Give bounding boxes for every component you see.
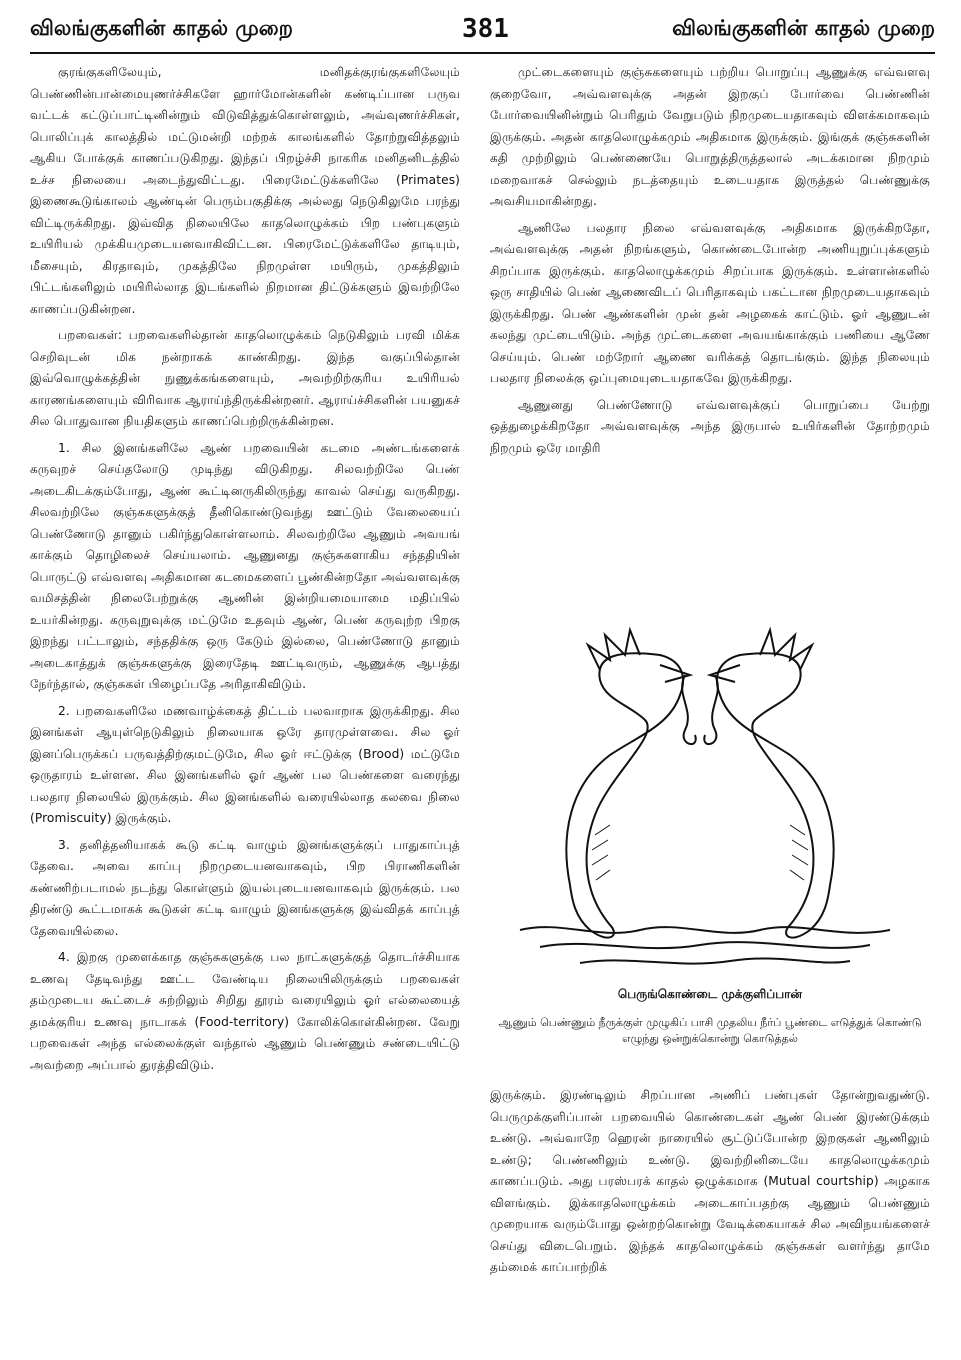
right-column-top — [490, 62, 930, 464]
paragraph: 3. தனித்தனியாகக் கூடு கட்டி வாழும் இனங்களுக்குப் பாதுகாப்புத் தேவை. அவை காப்பு நிறமுடையனவாகவும், பிற பிராணிகளின் கண்ணிற்படாமல் நடந்து கொள்ளும் இயல்புடையனவாகவும் இருக்கும். பல திரண்டு கூட்டமாகக் கூடுகள் கட்டி வாழும் இனங்களுக்கு இவ்விதக் காப்புத் தேவையில்லை. — [30, 837, 460, 938]
paragraph: 2. பறவைகளிலே மணவாழ்க்கைத் திட்டம் பலவாறாக இருக்கிறது. சில இனங்கள் ஆயுள்நெடுகிலும் நிலையாக ஒரே தாரமுள்ளவை. சில ஓர் இனப்பெருக்கப் பருவத்திற்குமட்டுமே, சில ஓர் ஈட்டுக்கு (Brood) மட்டுமே ஒருதாரம் உள்ளன. சில இனங்களில் ஓர் ஆண் பல பெண்களை வரைந்து பலதார நிலையில் இருக்கும். சில இனங்களில் வரையில்லாத கலவை நிலை (Promiscuity) இருக்கும். — [30, 703, 460, 825]
paragraph: முட்டைகளையும் குஞ்சுகளையும் பற்றிய பொறுப்பு ஆணுக்கு எவ்வளவு குறைவோ, அவ்வளவுக்கு அதன் இறகுப் போர்வை பெண்ணின் போர்வையினின்றும் பெரிதும் வேறுபடும் நிறமுடையதாகவும் விளக்கமாகவும் இருக்கும். அதன் காதலொழுக்கமும் அதிகமாக இருக்கும். இங்குக் குஞ்சுகளின் கதி முற்றிலும் பெண்ணையே பொறுத்திருத்தலால் அடக்கமான நிறமும் மறைவாகச் செல்லும் நடத்தையும் உடையதாக இருத்தல் பெண்ணுக்கு அவசியமாகின்றது. — [490, 65, 930, 208]
paragraph: ஆணிலே பலதார நிலை எவ்வளவுக்கு அதிகமாக இருக்கிறதோ, அவ்வளவுக்கு அதன் நிறங்களும், கொண்டைபோன்ற அணியுறுப்புக்களும் சிறப்பாக இருக்கும். காதலொழுக்கமும் சிறப்பாக இருக்கும். உள்ளான்களில் ஒரு சாதியில் பெண் ஆணைவிடப் பெரிதாகவும் பகட்டான நிறமுடையதாகவும் இருக்கிறது. பெண் ஆண்களின் முன் தன் அழகைக் காட்டும். ஓர் ஆணுடன் கலந்து முட்டையிடும். அந்த முட்டைகளை அவயங்காக்கும் பணியை ஆணே செய்யும். பெண் மற்றோர் ஆணை வரிக்கத் தொடங்கும். இந்த நிலையும் பலதார நிலைக்கு ஒப்புமையுடையதாகவே இருக்கிறது. — [490, 220, 930, 385]
left-grebe-beak — [660, 665, 690, 682]
page-header — [30, 16, 935, 50]
paragraph: பறவைகள்: பறவைகளில்தான் காதலொழுக்கம் நெடுகிலும் பரவி மிக்க செறிவுடன் மிக நன்றாகக் காண்கிறது. இந்த வகுப்பில்தான் இவ்வொழுக்கத்தின் நுணுக்கங்களையும், அவற்றிற்குரிய உயிரியல் காரணங்களையும் விரிவாக ஆராய்ந்திருக்கின்றனர். ஆராய்ச்சிகளின் பயனுகச் சில பொதுவான நியதிகளும் காணப்பெற்றிருக்கின்றன. — [30, 328, 460, 428]
paragraph: 1. சில இனங்களிலே ஆண் பறவையின் கடமை அண்டங்களைக் கருவுறச் செய்தலோடு முடிந்து விடுகிறது. சிலவற்றிலே பெண் அடைகிடக்கும்போது, ஆண் கூட்டினருகிலிருந்து காவல் செய்து வருகிறது. சிலவற்றிலே குஞ்சுகளுக்குத் தீனிகொண்டுவந்து ஊட்டும் வேலையைப் பெண்ணோடு தானும் பகிர்ந்துகொள்ளலாம். சிலவற்றிலே ஆணும் அவயங் காக்கும் தொழிலைச் செய்யலாம். ஆணுனது குஞ்சுகளாகிய சந்ததியின் பொருட்டு எவ்வளவு அதிகமான கடமைகளைப் பூண்கின்றதோ அவ்வளவுக்கு வமிசத்தின் நிலைபேற்றுக்கு ஆணின் இன்றியமையாமை மதிப்பில் உயர்கின்றது. கருவுறுவுக்கு மட்டுமே உதவும் ஆண், பெண் கருவுற்ற பிறகு இறந்து பட்டாலும், சந்ததிக்கு ஒரு கேடும் இல்லை, பெண்ணோடு தானும் அடைகாத்துக் குஞ்சுகளுக்கு இரைதேடி ஊட்டிவரும், ஆணுக்கு ஆபத்து நேர்ந்தால், குஞ்சுகள் பிழைப்பதே அரிதாகிவிடும். — [30, 440, 460, 691]
page-number: 381 — [462, 14, 509, 44]
running-title-left: விலங்குகளின் காதல் முறை — [30, 16, 293, 40]
paragraph: குரங்குகளிலேயும், மனிதக்குரங்குகளிலேயும் பெண்ணின்பான்மையுணர்ச்சிகளே ஹார்மோன்களின் கண்டிப்பான பருவ வட்டக் கட்டுப்பாட்டினின்றும் விடுவித்துக்கொள்ளலும், அவ்வுணர்ச்சிகள், பொலிப்புக் காலத்தில் மட்டுமன்றி மற்றக் காலங்களில் தோற்றுவித்தலும் ஆகிய போக்குக் காணப்படுகிறது. இந்தப் பிறழ்ச்சி நாகரிக மனிதனிடத்தில் உச்ச நிலையை அடைந்துவிட்டது. பிரைமேட்டுக்களிலே (Primates) இணைகூடுங்காலம் ஆண்டின் பெரும்பகுதிக்கு அல்லது நெடுகிலுமே பரந்து விட்டிருக்கிறது. இவ்வித நிலையிலே காதலொழுக்கம் பிற பண்புகளும் உயிரியல் முக்கியமுடையனவாகிவிட்டன. பிரைமேட்டுக்களிலே தாடியும், மீசையும், கிரதாவும், முகத்திலே நிறமுள்ள மயிரும், முகத்திலும் பிட்டங்களிலும் மயிரில்லாத இடங்களில் நிறமான திட்டுக்களும் இவற்றிலே காணப்படுகின்றன. — [30, 65, 460, 316]
running-title-right: விலங்குகளின் காதல் முறை — [672, 16, 935, 40]
paragraph: 4. இறகு முளைக்காத குஞ்சுகளுக்கு பல நாட்களுக்குத் தொடர்ச்சியாக உணவு தேடிவந்து ஊட்ட வேண்டிய நிலையிலிருக்கும் பறவைகள் தம்முடைய கூட்டைச் சுற்றிலும் சிறிது தூரம் வரையிலும் ஓர் எல்லையைத் தமக்குரிய உணவு நாடாகக் (Food-territory) கோலிக்கொள்கின்றன. வேறு பறவைகள் அந்த எல்லைக்குள் வந்தால் ஆணும் பெண்ணும் சண்டையிட்டு அவற்றை அப்பால் துரத்திவிடும். — [30, 950, 460, 1072]
paragraph: ஆணுனது பெண்ணோடு எவ்வளவுக்குப் பொறுப்பை யேற்று ஒத்துழைக்கிறதோ அவ்வளவுக்கு அந்த இருபால் உயிர்களின் தோற்றமும் நிறமும் ஒரே மாதிரி — [490, 397, 930, 455]
left-grebe-crest — [588, 630, 640, 670]
right-grebe-crest — [760, 630, 812, 670]
right-grebe-body — [717, 653, 834, 937]
water-ripple — [520, 927, 890, 933]
paragraph: இருக்கும். இரண்டிலும் சிறப்பான அணிப் பண்புகள் தோன்றுவதுண்டு. பெருமுக்குளிப்பான் பறவையில் கொண்டைகள் ஆண் பெண் இரண்டுக்கும் உண்டு. அவ்வாறே ஹெரன் நாரையில் சூட்டுப்போன்ற இறகுகள் ஆணிலும் உண்டு; பெண்ணிலும் உண்டு. இவற்றினிடையே காதலொழுக்கமும் காணப்படும். அது பரஸ்பரக் காதல் ஒழுக்கமாக (Mutual courtship) அழகாக விளங்கும். இக்காதலொழுக்கம் அடைகாப்பதற்கு ஆணும் பெண்ணும் முறையாக வரும்போது ஒன்றற்கொன்று வேடிக்கையாகச் சில அவிநயங்களைச் செய்து விடைபெறும். இந்தக் காதலொழுக்கம் குஞ்சுகள் வளர்ந்து தாமே தம்மைக் காப்பாற்றிக் — [490, 1088, 930, 1274]
grebe-illustration — [490, 585, 930, 1075]
weed-left — [682, 675, 696, 744]
right-grebe-beak — [710, 665, 740, 682]
water-ripple — [580, 958, 850, 963]
grebes-drawing — [500, 585, 920, 980]
weed-right — [704, 675, 718, 744]
water-ripple — [540, 942, 870, 948]
figure-caption: ஆணும் பெண்ணும் நீருக்குள் முழுகிப் பாசி முதலிய நீர்ப் பூண்டை எடுத்துக் கொண்டு எழுந்து ஒன்றுக்கொன்று கொடுத்தல் — [498, 1016, 922, 1045]
figure-title: பெருங்கொண்டை முக்குளிப்பான் — [617, 987, 803, 1001]
left-grebe-body — [566, 653, 683, 937]
right-column-bottom — [490, 1085, 930, 1284]
left-column — [30, 62, 460, 1081]
header-rule — [30, 52, 935, 54]
